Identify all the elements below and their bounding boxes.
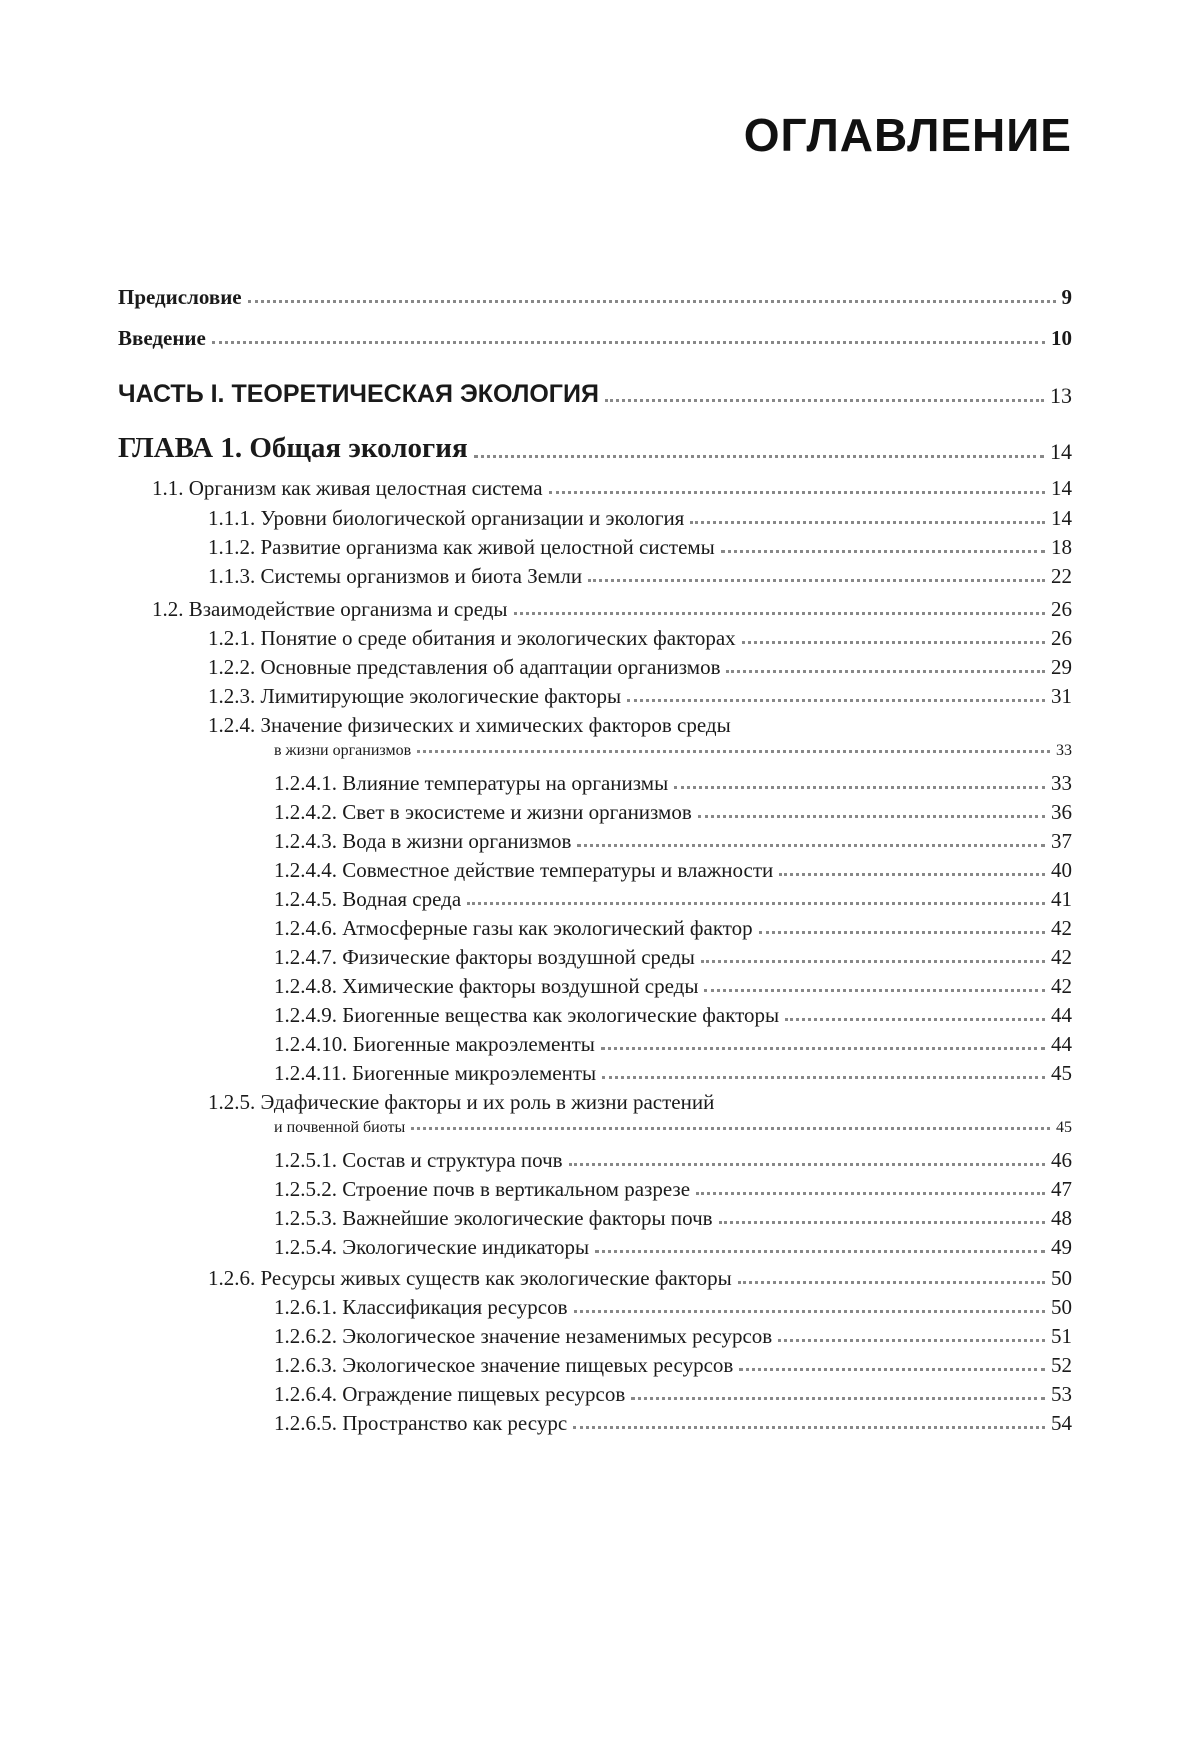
toc-entry-title: и почвенной биоты — [274, 1119, 406, 1136]
toc-entry-title: 1.1. Организм как живая целостная система — [152, 476, 543, 500]
toc-entry-title: 1.2.4.11. Биогенные микроэлементы — [274, 1061, 597, 1085]
toc-entry[interactable] — [118, 655, 1072, 680]
toc-entry[interactable] — [118, 1382, 1072, 1407]
toc-entry[interactable] — [118, 597, 1072, 622]
dot-leader — [690, 521, 1045, 524]
toc-entry-page: 46 — [1051, 1148, 1072, 1172]
dot-leader — [602, 1076, 1045, 1079]
toc-entry-title: 1.2.5.4. Экологические индикаторы — [274, 1235, 590, 1259]
toc-entry-title: 1.2.4. Значение физических и химических факторов среды — [208, 713, 731, 737]
dot-leader — [573, 1426, 1045, 1429]
toc-entry[interactable] — [118, 564, 1072, 589]
toc-entry-title: 1.2.4.7. Физические факторы воздушной среды — [274, 945, 695, 969]
dot-leader — [514, 612, 1045, 615]
toc-entry[interactable] — [118, 1061, 1072, 1086]
toc-entry[interactable] — [118, 800, 1072, 825]
dot-leader — [588, 579, 1045, 582]
table-of-contents — [118, 0, 1072, 1756]
toc-entry-page: 42 — [1051, 916, 1072, 940]
dot-leader — [704, 989, 1045, 992]
dot-leader — [411, 1127, 1050, 1130]
toc-entry[interactable] — [118, 476, 1072, 501]
dot-leader — [698, 815, 1045, 818]
dot-leader — [601, 1047, 1045, 1050]
dot-leader — [739, 1368, 1045, 1371]
toc-entry-title: 1.2. Взаимодействие организма и среды — [152, 597, 508, 621]
toc-entry-title: 1.2.4.6. Атмосферные газы как экологический фактор — [274, 916, 753, 940]
dot-leader — [248, 300, 1056, 303]
toc-entry[interactable] — [118, 1148, 1072, 1173]
toc-entry-title: 1.2.5.1. Состав и структура почв — [274, 1148, 563, 1172]
toc-entry-page: 50 — [1051, 1266, 1072, 1290]
toc-entry[interactable] — [118, 684, 1072, 709]
dot-leader — [549, 491, 1045, 494]
page-title: ОГЛАВЛЕНИЕ — [743, 109, 1072, 161]
toc-entry-page: 14 — [1050, 439, 1072, 464]
toc-entry-page: 44 — [1051, 1003, 1072, 1027]
toc-entry[interactable] — [118, 1177, 1072, 1202]
toc-entry-page: 37 — [1051, 829, 1072, 853]
toc-entry-page: 14 — [1051, 506, 1072, 530]
toc-entry-page: 10 — [1051, 326, 1072, 350]
toc-entry-title: 1.2.2. Основные представления об адаптации организмов — [208, 655, 721, 679]
toc-entry[interactable] — [118, 535, 1072, 560]
toc-entry[interactable] — [118, 626, 1072, 651]
toc-entry-title: ГЛАВА 1. Общая экология — [118, 432, 468, 464]
toc-entry-title: 1.2.6.5. Пространство как ресурс — [274, 1411, 568, 1435]
toc-entry[interactable] — [118, 1324, 1072, 1349]
toc-entry[interactable] — [118, 858, 1072, 883]
dot-leader — [631, 1397, 1045, 1400]
toc-entry-page: 26 — [1051, 597, 1072, 621]
toc-entry-page: 33 — [1056, 742, 1072, 759]
toc-entry-page: 44 — [1051, 1032, 1072, 1056]
toc-entry-title: 1.2.6.2. Экологическое значение незаменимых ресурсов — [274, 1324, 773, 1348]
toc-entry[interactable] — [118, 1032, 1072, 1057]
toc-entry-page: 13 — [1050, 383, 1072, 408]
toc-entry-page: 31 — [1051, 684, 1072, 708]
dot-leader — [569, 1163, 1045, 1166]
dot-leader — [627, 699, 1045, 702]
toc-entry-page: 36 — [1051, 800, 1072, 824]
toc-entry-title: 1.2.4.9. Биогенные вещества как экологические факторы — [274, 1003, 780, 1027]
toc-entry-title: Предисловие — [118, 285, 242, 309]
toc-entry-page: 40 — [1051, 858, 1072, 882]
toc-entry-title: 1.2.4.2. Свет в экосистеме и жизни организмов — [274, 800, 692, 824]
dot-leader — [785, 1018, 1045, 1021]
toc-entry-title: 1.2.4.5. Водная среда — [274, 887, 462, 911]
toc-entry-page: 51 — [1051, 1324, 1072, 1348]
toc-entry[interactable] — [118, 1003, 1072, 1028]
toc-entry-title: 1.2.6. Ресурсы живых существ как экологические факторы — [208, 1266, 732, 1290]
toc-entry-page: 52 — [1051, 1353, 1072, 1377]
toc-entry-title: 1.2.5.3. Важнейшие экологические факторы почв — [274, 1206, 713, 1230]
toc-entry-title: 1.2.3. Лимитирующие экологические факторы — [208, 684, 622, 708]
toc-entry-page: 42 — [1051, 974, 1072, 998]
toc-entry-title: в жизни организмов — [274, 742, 412, 759]
toc-entry[interactable] — [118, 1119, 1072, 1137]
toc-entry[interactable] — [118, 326, 1072, 351]
toc-entry-page: 42 — [1051, 945, 1072, 969]
toc-entry[interactable] — [118, 1235, 1072, 1260]
toc-entry-title: 1.2.5.2. Строение почв в вертикальном разрезе — [274, 1177, 691, 1201]
dot-leader — [759, 931, 1045, 934]
toc-entry[interactable] — [118, 1266, 1072, 1291]
dot-leader — [742, 641, 1045, 644]
toc-entry-page: 45 — [1056, 1119, 1072, 1136]
toc-entry-page: 29 — [1051, 655, 1072, 679]
toc-entry-title: 1.2.6.3. Экологическое значение пищевых ресурсов — [274, 1353, 734, 1377]
toc-entry-title: 1.2.1. Понятие о среде обитания и экологических факторах — [208, 626, 736, 650]
toc-entry-page: 53 — [1051, 1382, 1072, 1406]
toc-entry-page: 33 — [1051, 771, 1072, 795]
toc-entry[interactable] — [118, 506, 1072, 531]
dot-leader — [605, 399, 1044, 402]
dot-leader — [778, 1339, 1045, 1342]
dot-leader — [574, 1310, 1046, 1313]
toc-entry-title: 1.2.5. Эдафические факторы и их роль в жизни растений — [208, 1090, 715, 1114]
toc-entry-title: 1.2.4.10. Биогенные макроэлементы — [274, 1032, 595, 1056]
toc-entry[interactable] — [118, 742, 1072, 760]
toc-entry-title: 1.1.1. Уровни биологической организации и экология — [208, 506, 685, 530]
toc-entry-title: 1.1.3. Системы организмов и биота Земли — [208, 564, 583, 588]
toc-entry[interactable] — [118, 829, 1072, 854]
dot-leader — [696, 1192, 1045, 1195]
toc-entry[interactable] — [118, 1353, 1072, 1378]
toc-entry[interactable] — [118, 974, 1072, 999]
dot-leader — [474, 455, 1044, 458]
toc-entry-page: 22 — [1051, 564, 1072, 588]
toc-entry[interactable] — [118, 1411, 1072, 1436]
dot-leader — [779, 873, 1045, 876]
toc-entry-title: 1.2.4.1. Влияние температуры на организмы — [274, 771, 669, 795]
dot-leader — [467, 902, 1045, 905]
toc-entry-title: 1.2.4.4. Совместное действие температуры и влажности — [274, 858, 774, 882]
toc-entry[interactable] — [118, 432, 1072, 465]
dot-leader — [738, 1281, 1045, 1284]
toc-entry[interactable] — [118, 1295, 1072, 1320]
dot-leader — [726, 670, 1045, 673]
dot-leader — [417, 750, 1050, 753]
toc-entry[interactable] — [118, 1206, 1072, 1231]
toc-entry-title: Введение — [118, 326, 206, 350]
toc-entry-page: 14 — [1051, 476, 1072, 500]
toc-entry[interactable] — [118, 285, 1072, 310]
toc-entry-page: 41 — [1051, 887, 1072, 911]
toc-entry-page: 45 — [1051, 1061, 1072, 1085]
dot-leader — [721, 550, 1045, 553]
toc-entry-title: 1.2.6.4. Ограждение пищевых ресурсов — [274, 1382, 626, 1406]
toc-entry[interactable] — [118, 916, 1072, 941]
toc-entry-page: 54 — [1051, 1411, 1072, 1435]
toc-entry-page: 47 — [1051, 1177, 1072, 1201]
toc-entry-title: 1.2.6.1. Классификация ресурсов — [274, 1295, 568, 1319]
toc-entry[interactable] — [118, 945, 1072, 970]
toc-entry-title: 1.1.2. Развитие организма как живой целостной системы — [208, 535, 715, 559]
toc-entry-page: 49 — [1051, 1235, 1072, 1259]
toc-entry-page: 26 — [1051, 626, 1072, 650]
dot-leader — [212, 341, 1045, 344]
toc-entry-page: 48 — [1051, 1206, 1072, 1230]
dot-leader — [595, 1250, 1045, 1253]
toc-entry-title: 1.2.4.3. Вода в жизни организмов — [274, 829, 572, 853]
dot-leader — [719, 1221, 1045, 1224]
dot-leader — [577, 844, 1045, 847]
toc-entry-title: 1.2.4.8. Химические факторы воздушной среды — [274, 974, 699, 998]
dot-leader — [674, 786, 1045, 789]
toc-entry[interactable] — [118, 713, 1072, 738]
toc-entry-page: 9 — [1061, 285, 1072, 309]
toc-entry-page: 50 — [1051, 1295, 1072, 1319]
toc-entry[interactable] — [118, 887, 1072, 912]
toc-entry[interactable] — [118, 771, 1072, 796]
toc-entry[interactable] — [118, 380, 1072, 409]
toc-entry[interactable] — [118, 1090, 1072, 1115]
dot-leader — [701, 960, 1045, 963]
toc-entry-page: 18 — [1051, 535, 1072, 559]
toc-entry-title: ЧАСТЬ I. ТЕОРЕТИЧЕСКАЯ ЭКОЛОГИЯ — [118, 380, 599, 408]
